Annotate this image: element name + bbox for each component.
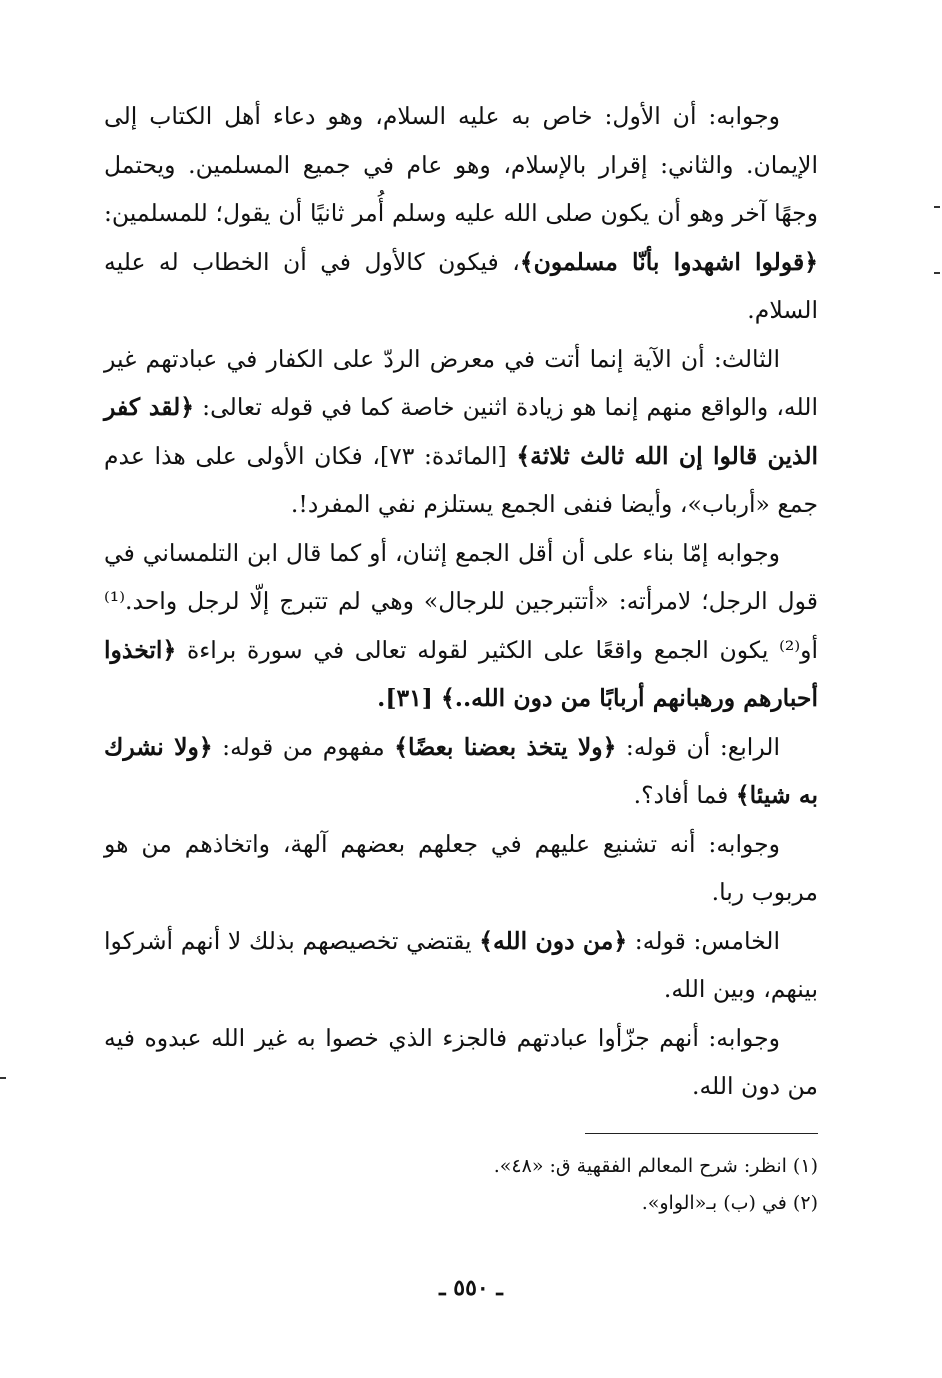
quran-quote: ﴿ولا نشرك به شيئا﴾ <box>104 732 818 809</box>
paragraph-2 <box>104 335 818 529</box>
paragraph-5 <box>104 820 818 917</box>
quran-quote: ﴿لقد كفر الذين قالوا إن الله ثالث ثلاثة﴾ <box>104 393 819 470</box>
text-segment: الخامس: قوله: <box>627 926 780 955</box>
text-segment: وجوابه إمّا بناء على أن أقل الجمع إثنان، أو كما قال ابن التلمساني في قول الرجل؛ لامرأته: «أتتبرجين للرجال» وهي لم تتبرج إلّا لرجل واحد.⁽¹⁾ أو⁽²⁾ يكون الجمع واقعًا على الكثير لقوله تعالى في سورة براءة <box>104 538 818 664</box>
verse-reference: [٣١]. <box>377 684 442 712</box>
text-segment: وجوابه: أنه تشنيع عليهم في جعلهم بعضهم آلهة، واتخاذهم من هو مربوب ربا. <box>104 829 818 906</box>
text-segment: [المائدة: ٧٣]، فكان الأولى على هذا عدم جمع «أرباب»، وأيضا فنفى الجمع يستلزم نفي المفرد!. <box>104 441 818 518</box>
paragraph-7 <box>104 1014 818 1111</box>
footnote-separator <box>585 1133 818 1134</box>
quran-quote: ﴿من دون الله﴾ <box>479 926 628 955</box>
paragraph-3 <box>104 529 818 723</box>
text-segment: يقتضي تخصيصهم بذلك لا أنهم أشركوا بينهم، وبين الله. <box>104 926 818 1003</box>
paragraph-6 <box>104 917 818 1014</box>
footnote-1: (١) انظر: شرح المعالم الفقهية ق: «٤٨». <box>493 1155 818 1177</box>
scan-mark <box>0 1077 6 1079</box>
text-segment: الرابع: أن قوله: <box>616 732 780 761</box>
main-text <box>104 92 818 1111</box>
text-segment: الثالث: أن الآية إنما أتت في معرض الردّ على الكفار في عبادتهم غير الله، والواقع منهم إنما هو زيادة اثنين خاصة كما في قوله تعالى: <box>104 344 818 421</box>
text-segment: وجوابه: أنهم جزّأوا عبادتهم فالجزء الذي خصوا به غير الله عبدوه فيه من دون الله. <box>104 1023 818 1100</box>
text-segment: مفهوم من قوله: <box>212 732 395 761</box>
quran-quote: ﴿اتخذوا أحبارهم ورهبانهم أربابًا من دون الله..﴾ <box>104 635 818 712</box>
text-segment: فما أفاد؟. <box>633 781 736 809</box>
scan-mark <box>934 272 940 274</box>
footnotes <box>104 1148 818 1222</box>
text-segment: ، فيكون كالأول في أن الخطاب له عليه السلام. <box>104 247 818 324</box>
quran-quote: ﴿ولا يتخذ بعضنا بعضًا﴾ <box>394 732 617 761</box>
quran-quote: ﴿قولوا اشهدوا بأنّا مسلمون﴾ <box>519 247 818 276</box>
page-number: ـ ٥٥٠ ـ <box>439 1275 503 1301</box>
footnote-2: (٢) في (ب) بـ«الواو». <box>641 1192 818 1214</box>
paragraph-1 <box>104 92 818 335</box>
scan-mark <box>934 206 940 208</box>
text-segment: وجوابه: أن الأول: خاص به عليه السلام، وهو دعاء أهل الكتاب إلى الإيمان. والثاني: إقرار بالإسلام، وهو عام في جميع المسلمين. ويحتمل وجهًا آخر وهو أن يكون صلى الله عليه وسلم أُمر ثانيًا أن يقول؛ للمسلمين: <box>104 102 818 227</box>
paragraph-4 <box>104 723 818 820</box>
